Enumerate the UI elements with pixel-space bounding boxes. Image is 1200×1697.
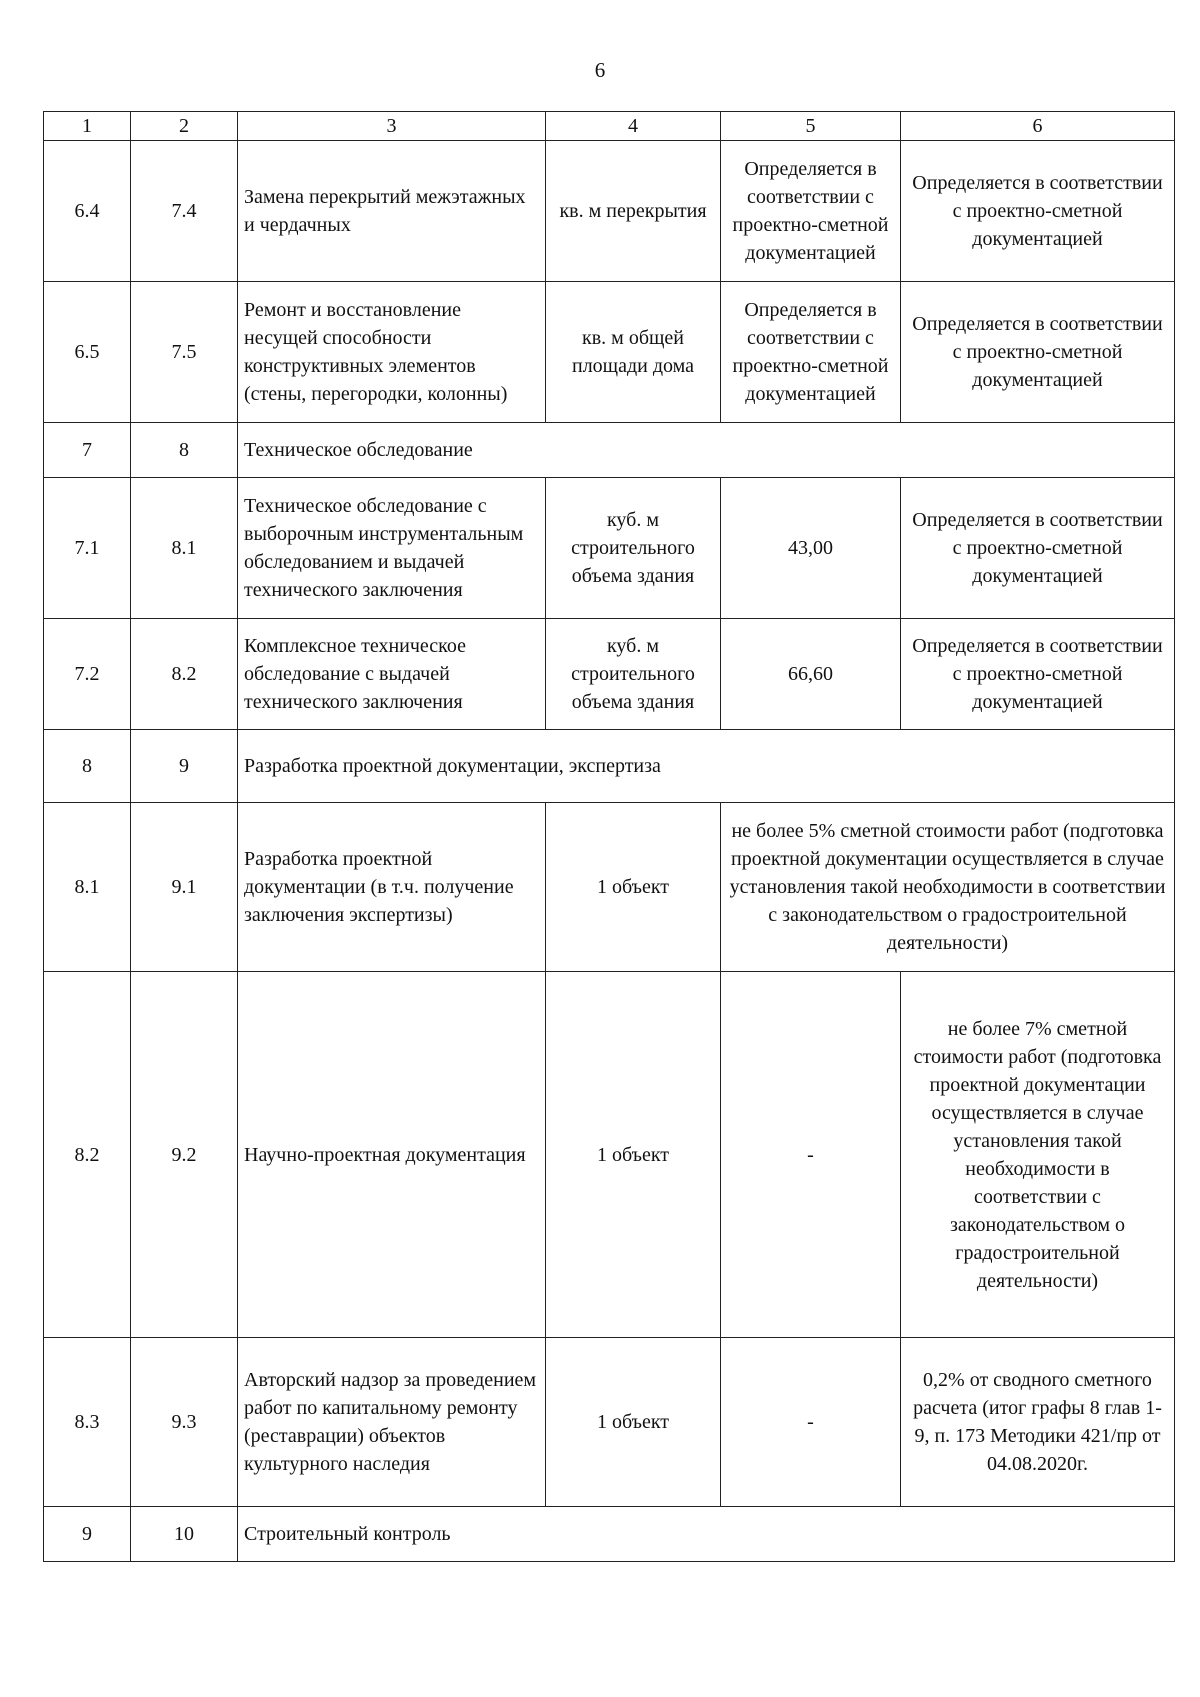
page-number: 6 [594,58,606,82]
cell-num-1: 7.1 [44,478,131,619]
cell-limit: Определяется в соответствии с проектно-сметной документацией [901,478,1175,619]
header-cell-3: 3 [238,112,546,141]
cell-work-name: Ремонт и восстановление несущей способности конструктивных элементов (стены, перегородки, колонны) [238,282,546,423]
cell-cost-merged: не более 5% сметной стоимости работ (подготовка проектной документации осуществляется в случае установления такой необходимости в соответствии с законодательством о градостроительной деятельности) [721,803,1175,972]
cell-num-2: 9 [131,730,238,803]
cell-cost: - [721,1338,901,1507]
cell-num-2: 7.5 [131,282,238,423]
cell-num-1: 8.2 [44,972,131,1338]
cell-work-name: Комплексное техническое обследование с выдачей технического заключения [238,619,546,730]
cell-work-name: Техническое обследование с выборочным инструментальным обследованием и выдачей технического заключения [238,478,546,619]
cell-num-1: 7 [44,423,131,478]
header-cell-1: 1 [44,112,131,141]
cell-unit: 1 объект [546,1338,721,1507]
cell-unit: куб. м строительного объема здания [546,619,721,730]
cell-cost: - [721,972,901,1338]
cell-num-1: 8.3 [44,1338,131,1507]
section-row [44,1507,1175,1562]
section-row [44,423,1175,478]
header-cell-5: 5 [721,112,901,141]
cell-work-name: Авторский надзор за проведением работ по капитальному ремонту (реставрации) объектов культурного наследия [238,1338,546,1507]
cell-num-1: 8 [44,730,131,803]
cell-unit: кв. м перекрытия [546,141,721,282]
cell-cost: 66,60 [721,619,901,730]
table-row [44,141,1175,282]
works-table [43,111,1175,1562]
cell-num-2: 9.3 [131,1338,238,1507]
cell-num-1: 6.4 [44,141,131,282]
header-cell-4: 4 [546,112,721,141]
cell-num-2: 8.1 [131,478,238,619]
cell-num-2: 10 [131,1507,238,1562]
cell-num-2: 9.1 [131,803,238,972]
table-row [44,478,1175,619]
section-title: Строительный контроль [238,1507,1175,1562]
cell-num-1: 8.1 [44,803,131,972]
cell-limit: Определяется в соответствии с проектно-сметной документацией [901,282,1175,423]
section-title: Разработка проектной документации, экспертиза [238,730,1175,803]
cell-num-2: 7.4 [131,141,238,282]
cell-num-1: 6.5 [44,282,131,423]
cell-unit: 1 объект [546,972,721,1338]
cell-num-1: 9 [44,1507,131,1562]
table-row [44,972,1175,1338]
cell-num-2: 9.2 [131,972,238,1338]
section-row [44,730,1175,803]
cell-unit: 1 объект [546,803,721,972]
cell-work-name: Замена перекрытий межэтажных и чердачных [238,141,546,282]
header-row [44,112,1175,141]
cell-unit: кв. м общей площади дома [546,282,721,423]
header-cell-6: 6 [901,112,1175,141]
table-row [44,619,1175,730]
cell-cost: 43,00 [721,478,901,619]
cell-cost: Определяется в соответствии с проектно-сметной документацией [721,141,901,282]
cell-num-2: 8.2 [131,619,238,730]
cell-limit: Определяется в соответствии с проектно-сметной документацией [901,141,1175,282]
cell-cost: Определяется в соответствии с проектно-сметной документацией [721,282,901,423]
cell-num-2: 8 [131,423,238,478]
cell-num-1: 7.2 [44,619,131,730]
header-cell-2: 2 [131,112,238,141]
cell-limit: Определяется в соответствии с проектно-сметной документацией [901,619,1175,730]
cell-work-name: Научно-проектная документация [238,972,546,1338]
table-row [44,803,1175,972]
table-row [44,282,1175,423]
cell-limit: не более 7% сметной стоимости работ (подготовка проектной документации осуществляется в случае установления такой необходимости в соответствии с законодательством о градостроительной деятельности) [901,972,1175,1338]
section-title: Техническое обследование [238,423,1175,478]
cell-unit: куб. м строительного объема здания [546,478,721,619]
cell-limit: 0,2% от сводного сметного расчета (итог графы 8 глав 1-9, п. 173 Методики 421/пр от 04.08.2020г. [901,1338,1175,1507]
table-row [44,1338,1175,1507]
cell-work-name: Разработка проектной документации (в т.ч. получение заключения экспертизы) [238,803,546,972]
